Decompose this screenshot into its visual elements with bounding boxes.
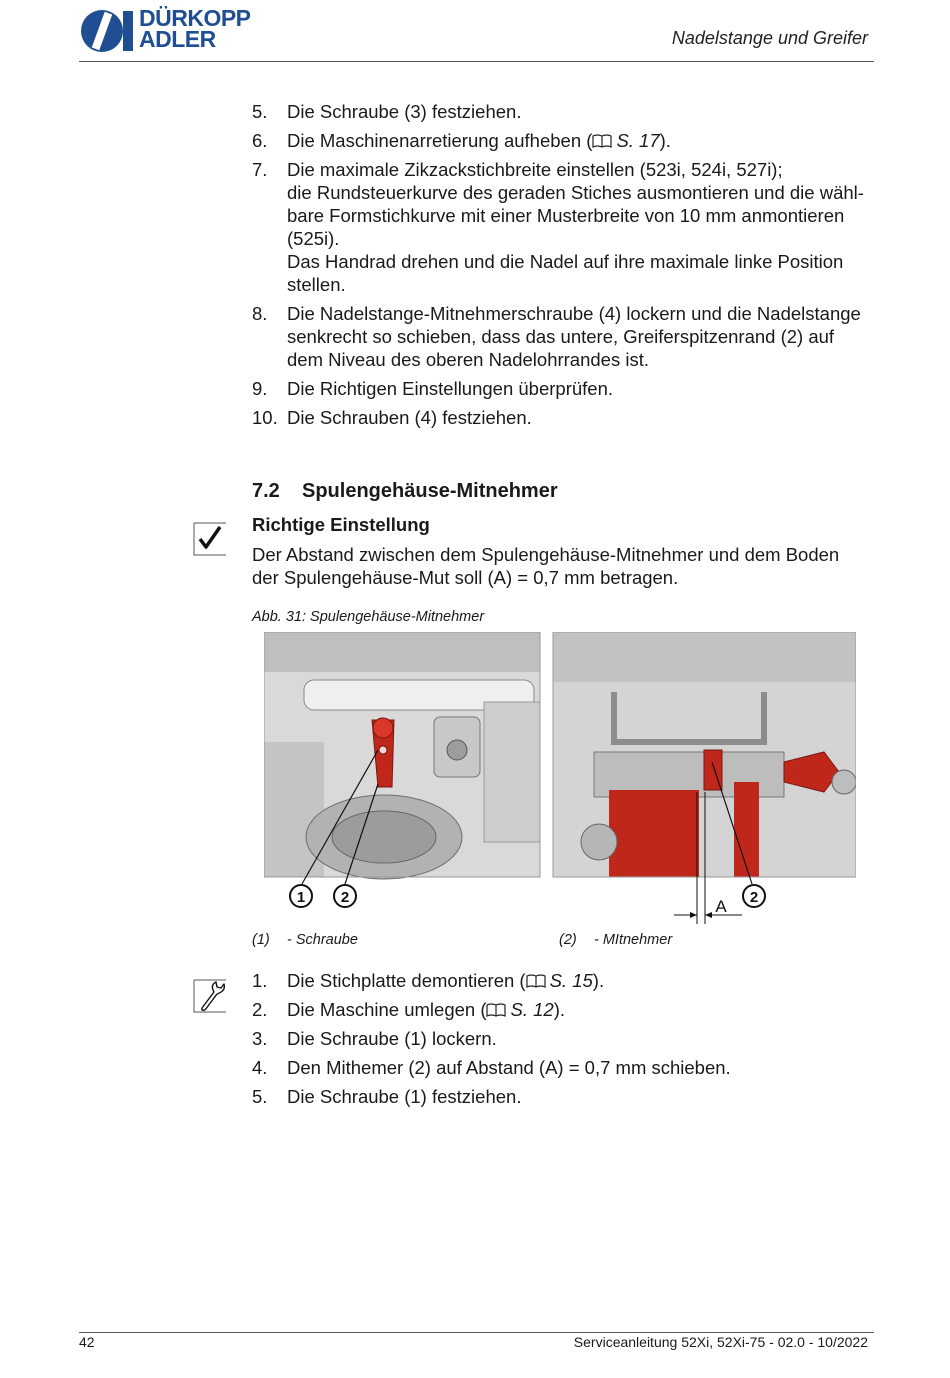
list-item	[252, 406, 867, 429]
step-text	[287, 158, 867, 296]
step-number: 2.	[252, 999, 268, 1020]
step-text-before: Die Maschinenarretierung aufheben (	[287, 130, 593, 151]
setting-description	[252, 543, 872, 589]
legend-label: - Schraube	[287, 932, 358, 948]
figure-illustration	[264, 632, 856, 924]
step-number: 5.	[252, 1086, 268, 1107]
left-panel-image	[264, 632, 540, 879]
step-text: Den Mithemer (2) auf Abstand (A) = 0,7 mm schieben.	[287, 1057, 731, 1078]
legend-item-1	[252, 932, 358, 948]
dimension-a-label: A	[715, 897, 727, 916]
step-number: 1.	[252, 970, 268, 991]
list-item	[252, 998, 867, 1021]
document-reference: Serviceanleitung 52Xi, 52Xi-75 - 02.0 - 10/2022	[573, 1334, 868, 1350]
list-item	[252, 158, 867, 296]
paragraph-line: Der Abstand zwischen dem Spulengehäuse-Mitnehmer und dem Boden	[252, 544, 840, 565]
page-reference-link[interactable]: S. 15	[549, 970, 593, 991]
step-text	[287, 129, 867, 152]
logo-line-2: ADLER	[139, 26, 216, 52]
logo-line-1: DÜRKOPP	[139, 5, 251, 31]
step-text	[287, 406, 867, 429]
step-line: senkrecht so schieben, dass das untere, Greiferspitzenrand (2) auf	[287, 326, 835, 347]
header-title: Nadelstange und Greifer	[671, 28, 868, 48]
list-item	[252, 302, 867, 371]
list-item	[252, 377, 867, 400]
callout-1-label: 1	[296, 889, 306, 906]
steps-bottom-list	[252, 969, 867, 1114]
logo-text	[139, 5, 251, 52]
logo-mark-icon	[79, 8, 135, 54]
page-reference-link[interactable]: S. 12	[510, 999, 554, 1020]
callout-1	[290, 885, 312, 907]
step-text	[287, 100, 867, 123]
legend-key: (1)	[252, 932, 270, 948]
step-number: 6.	[252, 130, 268, 151]
step-line: die Rundsteuerkurve des geraden Stiches ausmontieren und die wähl-	[287, 182, 864, 203]
page-number: 42	[79, 1334, 95, 1350]
step-text: Die Schraube (1) lockern.	[287, 1028, 497, 1049]
list-item	[252, 1085, 867, 1108]
step-line: stellen.	[287, 274, 346, 295]
list-item	[252, 100, 867, 123]
steps-top-list	[252, 100, 867, 435]
step-line: (525i).	[287, 228, 340, 249]
list-item	[252, 129, 867, 152]
step-line: Die Richtigen Einstellungen überprüfen.	[287, 378, 614, 399]
step-line: dem Niveau des oberen Nadelohrrandes ist.	[287, 349, 649, 370]
callout-2	[334, 885, 356, 907]
legend-key: (2)	[559, 932, 577, 948]
list-item	[252, 1027, 867, 1050]
book-reference-icon	[486, 1003, 506, 1017]
legend-label: - MItnehmer	[594, 932, 673, 948]
duerkopp-adler-logo	[79, 5, 269, 54]
step-number: 9.	[252, 378, 268, 399]
step-text-after: ).	[592, 970, 605, 991]
step-line: Das Handrad drehen und die Nadel auf ihre maximale linke Position	[287, 251, 844, 272]
header-divider	[79, 61, 874, 62]
step-text-before: Die Maschine umlegen (	[287, 999, 487, 1020]
step-number: 10.	[252, 407, 278, 428]
book-reference-icon	[526, 974, 546, 988]
paragraph-line: der Spulengehäuse-Mut soll (A) = 0,7 mm betragen.	[252, 567, 679, 588]
step-line: Die Schrauben (4) festziehen.	[287, 407, 532, 428]
checkmark-icon	[193, 522, 227, 556]
step-text: Die Schraube (1) festziehen.	[287, 1086, 522, 1107]
step-line: bare Formstichkurve mit einer Musterbreite von 10 mm anmontieren	[287, 205, 845, 226]
step-text-after: ).	[659, 130, 671, 151]
step-text-before: Die Stichplatte demontieren (	[287, 970, 526, 991]
step-number: 8.	[252, 303, 268, 324]
section-number: 7.2	[252, 480, 280, 502]
step-text	[287, 377, 867, 400]
step-line: Die Nadelstange-Mitnehmerschraube (4) lockern und die Nadelstange	[287, 303, 861, 324]
section-title-text: Spulengehäuse-Mitnehmer	[302, 480, 558, 502]
step-text	[287, 302, 867, 371]
callout-2-right-label: 2	[749, 889, 759, 906]
step-number: 3.	[252, 1028, 268, 1049]
step-text	[287, 998, 867, 1021]
section-heading	[252, 480, 558, 503]
list-item	[252, 969, 867, 992]
step-line: Die maximale Zikzackstichbreite einstellen (523i, 524i, 527i);	[287, 159, 783, 180]
subheading: Richtige Einstellung	[252, 514, 430, 535]
step-number: 7.	[252, 159, 268, 180]
step-number: 4.	[252, 1057, 268, 1078]
list-item	[252, 1056, 867, 1079]
step-text	[287, 969, 867, 992]
book-reference-icon	[592, 134, 612, 148]
step-line: Die Schraube (3) festziehen.	[287, 101, 522, 122]
step-text-after: ).	[553, 999, 565, 1020]
figure-caption: Abb. 31: Spulengehäuse-Mitnehmer	[252, 609, 485, 625]
wrench-icon	[193, 979, 227, 1013]
footer-divider	[79, 1332, 874, 1333]
callout-2-label: 2	[340, 889, 350, 906]
legend-item-2	[559, 932, 672, 948]
step-number: 5.	[252, 101, 268, 122]
page-reference-link[interactable]: S. 17	[616, 130, 660, 151]
callout-2-right	[743, 885, 765, 907]
